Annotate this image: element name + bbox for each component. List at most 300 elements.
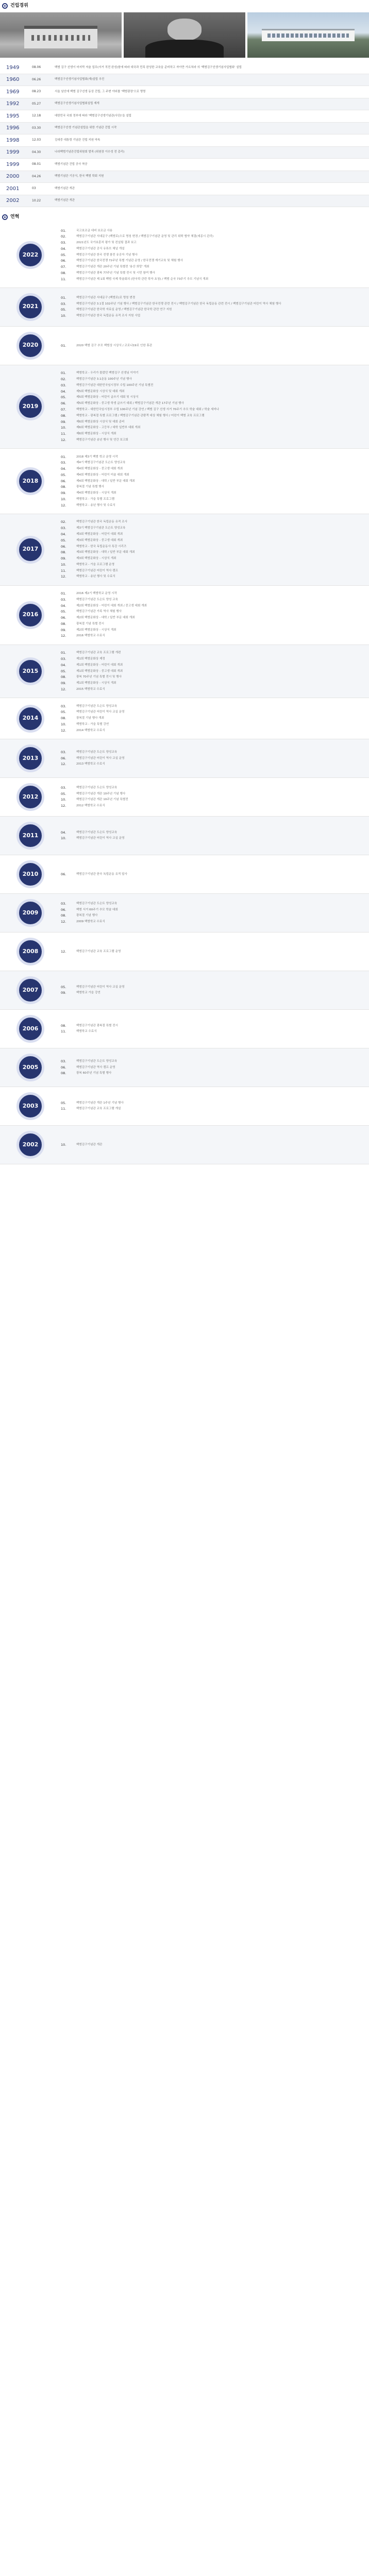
year-column bbox=[0, 744, 61, 772]
entry-text: 백범학교 - 우리가 몰랐던 백범김구 선생님 이야기 bbox=[76, 371, 139, 375]
entry-text: 제6회 백범문화상 - 시상식 개최 bbox=[76, 432, 116, 436]
entry-text: 제1회 백범문화상 - 중고생 대회 개최 bbox=[76, 669, 123, 673]
entry-text: 백범김구기념관 한국 전쟁 참전 유공자 기념 행사 bbox=[76, 253, 138, 257]
entry-month: 10. bbox=[61, 426, 66, 430]
entry-month: 03. bbox=[61, 383, 66, 387]
history-row bbox=[0, 86, 369, 98]
entry-text: 백범김구기념관 서대문구 (백범로)로 명칭 변경 bbox=[76, 296, 136, 299]
entry-row bbox=[61, 1071, 364, 1077]
history-date: 04.30 bbox=[32, 150, 41, 154]
entry-month: 08. bbox=[61, 1071, 66, 1076]
entry-month: 01. bbox=[61, 371, 66, 376]
entry-month: 09. bbox=[61, 628, 66, 632]
entry-month: 12. bbox=[61, 728, 66, 733]
entry-row bbox=[61, 871, 364, 877]
year-column bbox=[0, 332, 61, 360]
year-column bbox=[0, 1092, 61, 1120]
entry-text: 백범김구기념관 3.1운동 100주년 기념 행사 bbox=[76, 378, 132, 381]
history-year: 1999 bbox=[6, 149, 20, 155]
entry-text: 백범김구기념관 역사 캠프 운영 bbox=[76, 1065, 115, 1069]
entry-month: 10. bbox=[61, 722, 66, 726]
circle-bullet-icon bbox=[2, 3, 8, 9]
year-entries bbox=[61, 1015, 369, 1043]
year-badge: 2008 bbox=[16, 938, 44, 965]
year-entries bbox=[61, 938, 369, 965]
entry-month: 04. bbox=[61, 603, 66, 608]
entry-text: 백범김구기념관 도슨트 양성교육 bbox=[76, 750, 118, 754]
entry-text: 제2회 백범문화상 - 어린이 대회 개최 / 중고생 대회 개최 bbox=[76, 604, 147, 607]
entry-text: 백범김구기념관 한국 독립운동 유적 답사 bbox=[76, 872, 127, 876]
year-entries bbox=[61, 1054, 369, 1081]
history-date: 05.27 bbox=[32, 101, 41, 106]
entry-month: 09. bbox=[61, 419, 66, 424]
entry-text: 제3회 백범문화상 - 중고생 대회 개최 bbox=[76, 538, 123, 542]
entry-text: 백범학교 - 광복절 특별 프로그램 / 백범김구기념관 관람객 대상 체험 행사 / 어린이 백범 교육 프로그램 bbox=[76, 414, 205, 417]
entry-row bbox=[61, 544, 364, 550]
section-header-founding bbox=[0, 0, 369, 11]
entry-month: 01. bbox=[61, 228, 66, 233]
entry-row bbox=[61, 568, 364, 574]
entry-row bbox=[61, 919, 364, 925]
entry-month: 03. bbox=[61, 785, 66, 790]
year-badge: 2015 bbox=[16, 657, 44, 685]
entry-month: 06. bbox=[61, 479, 66, 483]
entry-month: 01. bbox=[61, 454, 66, 459]
entry-row bbox=[61, 633, 364, 639]
entry-month: 11. bbox=[61, 1029, 66, 1034]
entry-text: 제2회 백범문화상 - 시상식 개최 bbox=[76, 628, 116, 632]
history-year: 1992 bbox=[6, 101, 20, 107]
entry-month: 05. bbox=[61, 710, 66, 715]
entry-text: 2020 백범 김구 추모 백범상 시상식 / 코로나19로 인한 휴관 bbox=[76, 344, 153, 347]
history-date: 08.23 bbox=[32, 90, 41, 94]
entry-month: 11. bbox=[61, 568, 66, 573]
entry-month: 08. bbox=[61, 675, 66, 680]
year-entries bbox=[61, 822, 369, 850]
year-column bbox=[0, 899, 61, 927]
history-year: 1949 bbox=[6, 64, 20, 71]
entry-text: 백범김구기념관 어린이 역사 교실 운영 bbox=[76, 710, 125, 714]
year-entries bbox=[61, 454, 369, 509]
entry-row bbox=[61, 836, 364, 842]
year-section bbox=[0, 288, 369, 327]
year-entries bbox=[61, 293, 369, 321]
entry-row bbox=[61, 519, 364, 526]
year-column bbox=[0, 1131, 61, 1159]
entry-row bbox=[61, 484, 364, 490]
entry-text: 백범김구기념관 3.1절 102주년 기념 행사 / 백범김구기념관 한국전쟁 관련 전시 / 백범김구기념관 한국 독립운동 관련 전시 / 백범김구기념관 어린이 역사 체험 행사 bbox=[76, 302, 281, 306]
entry-row bbox=[61, 907, 364, 913]
entry-month: 01. bbox=[61, 295, 66, 300]
entry-row bbox=[61, 797, 364, 803]
entry-row bbox=[61, 526, 364, 532]
entry-month: 11. bbox=[61, 432, 66, 436]
entry-row bbox=[61, 761, 364, 768]
entry-month: 03. bbox=[61, 526, 66, 531]
entry-text: 백범학교 - 가을 특별 프로그램 bbox=[76, 497, 114, 501]
entry-month: 01. bbox=[61, 651, 66, 655]
entry-row bbox=[61, 556, 364, 562]
annals-list bbox=[0, 223, 369, 1164]
entry-row bbox=[61, 258, 364, 264]
entry-text: 광복절 기념 특별 전시 bbox=[76, 622, 104, 625]
year-badge: 2010 bbox=[16, 860, 44, 888]
history-text: 백범김구선생기념사업협회설립 재개 bbox=[55, 102, 99, 106]
entry-text: 백범학교 - 한국 독립운동사 특강 시리즈 bbox=[76, 545, 127, 548]
entry-text: 백범김구기념관 한국전쟁 72주년 특별 기념관 운영 / 한국전쟁 계기교육 및 체험 행사 bbox=[76, 259, 183, 263]
year-column bbox=[0, 976, 61, 1004]
entry-row bbox=[61, 437, 364, 443]
entry-row bbox=[61, 295, 364, 301]
year-section bbox=[0, 645, 369, 698]
entry-month: 03. bbox=[61, 241, 66, 245]
year-column bbox=[0, 938, 61, 965]
year-section bbox=[0, 365, 369, 449]
year-badge: 2007 bbox=[16, 976, 44, 1004]
entry-month: 12. bbox=[61, 804, 66, 808]
entry-month: 06. bbox=[61, 907, 66, 912]
entry-text: 백범학교 - 가을 특별 강연 bbox=[76, 722, 109, 726]
entry-row bbox=[61, 650, 364, 656]
entry-row bbox=[61, 532, 364, 538]
entry-month: 03. bbox=[61, 704, 66, 708]
history-date: 10.22 bbox=[32, 198, 41, 202]
history-row bbox=[0, 98, 369, 111]
entry-month: 08. bbox=[61, 550, 66, 555]
entry-text: 백범김구기념관 한국 독립운동 유적 조사 지원 사업 bbox=[76, 314, 141, 318]
entry-month: 10. bbox=[61, 798, 66, 802]
entry-row bbox=[61, 1106, 364, 1112]
entry-text: 제1회 백범문화상 - 어린이 대회 개최 bbox=[76, 663, 123, 667]
history-row bbox=[0, 159, 369, 171]
entry-text: 제3회 백범문화상 - 어린이 대회 개최 bbox=[76, 533, 123, 536]
entry-month: 05. bbox=[61, 472, 66, 477]
year-badge: 2016 bbox=[16, 601, 44, 629]
entry-text: 국고보조금 대비 보조금 사용 bbox=[76, 229, 113, 232]
entry-row bbox=[61, 406, 364, 413]
entry-row bbox=[61, 574, 364, 580]
year-section bbox=[0, 449, 369, 514]
entry-text: 백범김구기념관 어린이 역사 교실 운영 bbox=[76, 985, 125, 989]
entry-text: 제1회 백범문화상 제정 bbox=[76, 657, 105, 661]
year-section bbox=[0, 698, 369, 739]
year-entries bbox=[61, 783, 369, 811]
entry-row bbox=[61, 454, 364, 460]
entry-row bbox=[61, 228, 364, 234]
entry-month: 12. bbox=[61, 687, 66, 691]
entry-month: 02. bbox=[61, 377, 66, 382]
entry-text: 백범김구기념관 대한민국임시정부 수립 100주년 기념 특별전 bbox=[76, 383, 154, 387]
section-header-annals bbox=[0, 211, 369, 223]
entry-month: 05. bbox=[61, 609, 66, 614]
year-entries bbox=[61, 860, 369, 888]
entry-text: 백범김구기념관 교육 프로그램 개설 bbox=[76, 1107, 121, 1111]
history-row bbox=[0, 183, 369, 195]
entry-row bbox=[61, 313, 364, 319]
year-column bbox=[0, 783, 61, 811]
entry-month: 06. bbox=[61, 259, 66, 263]
entry-row bbox=[61, 395, 364, 401]
entry-text: 백범김구기념관 도슨트 양성교육 bbox=[76, 786, 118, 789]
entry-text: 제5회 백범문화상 - 중고생 학생 글쓰기 대회 / 백범김구기념관 개관 17주년 기념 행사 bbox=[76, 402, 184, 405]
history-text: 백범김구선생기념사업협회(재)설립 추진 bbox=[55, 78, 105, 81]
entry-text: 제3회 백범문화상 - 대학 / 일반 부문 대회 개최 bbox=[76, 551, 135, 554]
year-badge: 2022 bbox=[16, 241, 44, 269]
year-badge: 2002 bbox=[16, 1131, 44, 1159]
entry-month: 03. bbox=[61, 1059, 66, 1063]
history-text: 백범 김구 선생이 마지막 저술 업무(서거 직전 완성)함에 따라 대국과 민족 완성한 교육을 준비하고 자아만 가르쳐라 의 '백범김구선생기념사업협회' 설립 bbox=[55, 65, 242, 69]
photo-strip bbox=[0, 12, 369, 58]
history-year: 2002 bbox=[6, 198, 20, 204]
year-badge: 2012 bbox=[16, 783, 44, 811]
entry-row bbox=[61, 234, 364, 240]
entry-text: 2021년도 국가보훈처 평가 및 컨설팅 결과 보고 bbox=[76, 241, 137, 245]
entry-row bbox=[61, 401, 364, 407]
entry-text: 백범김구기념관 개관 1주년 기념 행사 bbox=[76, 1101, 124, 1105]
entry-row bbox=[61, 721, 364, 727]
year-entries bbox=[61, 1092, 369, 1120]
year-section bbox=[0, 1048, 369, 1087]
year-badge: 2005 bbox=[16, 1054, 44, 1081]
entry-month: 04. bbox=[61, 830, 66, 835]
year-section bbox=[0, 1087, 369, 1126]
history-date: 12.18 bbox=[32, 114, 41, 118]
history-date: 03 bbox=[32, 187, 36, 191]
entry-text: 백범학교 - 송년 행사 및 수료식 bbox=[76, 503, 115, 507]
year-column bbox=[0, 454, 61, 509]
year-entries bbox=[61, 703, 369, 734]
year-badge: 2019 bbox=[16, 393, 44, 420]
entry-row bbox=[61, 466, 364, 472]
entry-text: 백범김구기념관 교육 프로그램 개편 bbox=[76, 651, 121, 655]
entry-text: 제4회 백범문화상 - 어린이 미술 대회 개최 bbox=[76, 473, 129, 477]
entry-month: 01. bbox=[61, 343, 66, 348]
entry-row bbox=[61, 1142, 364, 1148]
entry-month: 05. bbox=[61, 791, 66, 796]
entry-row bbox=[61, 609, 364, 615]
entry-text: 제6회 백범문화상 - 고등부 / 대학 일반부 대회 개최 bbox=[76, 426, 141, 430]
entry-row bbox=[61, 478, 364, 484]
year-column bbox=[0, 370, 61, 443]
year-badge: 2014 bbox=[16, 705, 44, 733]
entry-row bbox=[61, 709, 364, 716]
entry-text: 광복절 기념 특별 행사 bbox=[76, 485, 104, 489]
entry-row bbox=[61, 537, 364, 544]
entry-row bbox=[61, 252, 364, 258]
entry-text: 백범김구기념관 개관 bbox=[76, 1143, 103, 1146]
year-entries bbox=[61, 1131, 369, 1159]
entry-row bbox=[61, 686, 364, 692]
entry-row bbox=[61, 984, 364, 990]
entry-text: 백범김구기념관 한국학 자료실 운영 / 백범김구기념관 한국학 관련 연구 지원 bbox=[76, 308, 172, 312]
year-entries bbox=[61, 744, 369, 772]
entry-text: 광복 70주년 기념 특별 전시 및 행사 bbox=[76, 675, 122, 679]
history-row bbox=[0, 110, 369, 123]
entry-month: 12. bbox=[61, 634, 66, 638]
entry-month: 08. bbox=[61, 485, 66, 489]
history-year: 2001 bbox=[6, 185, 20, 192]
entry-row bbox=[61, 716, 364, 722]
history-row bbox=[0, 74, 369, 87]
entry-text: 백범김구기념관 개관 10주년 기념 특별전 bbox=[76, 798, 128, 802]
year-entries bbox=[61, 591, 369, 639]
entry-month: 10. bbox=[61, 836, 66, 841]
entry-row bbox=[61, 597, 364, 603]
entry-month: 09. bbox=[61, 556, 66, 561]
entry-row bbox=[61, 703, 364, 709]
year-column bbox=[0, 1015, 61, 1043]
history-date: 03.30 bbox=[32, 126, 41, 130]
entry-text: 백범김구기념관 도슨트 양성교육 bbox=[76, 1059, 118, 1063]
year-badge: 2020 bbox=[16, 332, 44, 360]
entry-text: 제4회 백범문화상 - 대학 / 일반 부문 대회 개최 bbox=[76, 479, 135, 483]
entry-row bbox=[61, 370, 364, 377]
entry-text: 제4회 백범문화상 - 시상식 개최 bbox=[76, 492, 116, 495]
entry-text: 제5회 백범문화상 - 어린이 글쓰기 대회 및 시상식 bbox=[76, 396, 139, 399]
year-badge: 2013 bbox=[16, 744, 44, 772]
entry-month: 06. bbox=[61, 544, 66, 549]
entry-text: 백범학교 - 대한민국임시정부 수립 100주년 기념 강연 / 백범 김구 선생 서거 70주기 추모 학술 대회 / 학술 세미나 bbox=[76, 408, 220, 411]
entry-row bbox=[61, 240, 364, 246]
entry-row bbox=[61, 901, 364, 907]
entry-text: 백범김구기념관 개관 10주년 기념 행사 bbox=[76, 792, 126, 795]
history-text: 서울 남산에 백범 김구선생 동상 건립, 그 주변 야외를 '백범광장'으로 명명 bbox=[55, 90, 146, 93]
entry-month: 10. bbox=[61, 562, 66, 567]
entry-month: 12. bbox=[61, 949, 66, 954]
entry-row bbox=[61, 550, 364, 556]
entry-row bbox=[61, 1023, 364, 1029]
history-row bbox=[0, 62, 369, 74]
history-year: 2000 bbox=[6, 174, 20, 179]
year-section bbox=[0, 778, 369, 817]
year-column bbox=[0, 822, 61, 850]
entry-row bbox=[61, 562, 364, 568]
history-row bbox=[0, 123, 369, 135]
history-year: 1960 bbox=[6, 77, 20, 82]
entry-month: 09. bbox=[61, 681, 66, 686]
entry-text: 백범김구기념관 가족 역사 체험 행사 bbox=[76, 610, 122, 614]
year-badge: 2009 bbox=[16, 899, 44, 927]
entry-text: 광복절 기념 행사 개최 bbox=[76, 717, 104, 720]
entry-text: 백범학교 가을 강연 bbox=[76, 991, 100, 995]
entry-month: 11. bbox=[61, 277, 66, 281]
entry-text: 2016 제2기 백범학교 운영 시작 bbox=[76, 592, 117, 596]
year-column bbox=[0, 293, 61, 321]
entry-text: 백범김구기념관 송년 행사 및 연간 보고회 bbox=[76, 438, 128, 442]
entry-row bbox=[61, 1058, 364, 1064]
year-entries bbox=[61, 650, 369, 692]
entry-text: 백범김구기념관 한국 독립운동 유적 조사 bbox=[76, 520, 127, 524]
entry-row bbox=[61, 785, 364, 791]
entry-text: 백범김구기념관 서대문구 (백범로)으로 명칭 변경 / 백범김구기념관 운영 및 관리 위탁 협약 체결(세종시 관리) bbox=[76, 235, 214, 239]
entry-month: 08. bbox=[61, 716, 66, 721]
entry-row bbox=[61, 1100, 364, 1106]
entry-month: 05. bbox=[61, 1100, 66, 1105]
year-column bbox=[0, 860, 61, 888]
entry-row bbox=[61, 990, 364, 996]
entry-text: 제3회 백범문화상 - 시상식 개최 bbox=[76, 557, 116, 561]
entry-row bbox=[61, 621, 364, 627]
entry-month: 08. bbox=[61, 270, 66, 275]
entry-month: 03. bbox=[61, 301, 66, 306]
entry-text: 제4회 백범문화상 - 중고생 대회 개최 bbox=[76, 467, 123, 471]
history-text: 김대중 대통령 기념관 건립 지원 약속 bbox=[55, 138, 100, 142]
entry-row bbox=[61, 791, 364, 797]
entry-row bbox=[61, 382, 364, 388]
entry-row bbox=[61, 674, 364, 681]
entry-row bbox=[61, 656, 364, 663]
entry-row bbox=[61, 727, 364, 734]
entry-row bbox=[61, 419, 364, 425]
history-year: 1995 bbox=[6, 113, 20, 119]
entry-row bbox=[61, 425, 364, 431]
entry-month: 04. bbox=[61, 467, 66, 471]
entry-row bbox=[61, 472, 364, 478]
entry-text: 2012 백범학교 수료식 bbox=[76, 804, 105, 808]
entry-row bbox=[61, 490, 364, 497]
entry-month: 02. bbox=[61, 520, 66, 524]
year-badge: 2003 bbox=[16, 1092, 44, 1120]
year-column bbox=[0, 650, 61, 692]
entry-month: 06. bbox=[61, 401, 66, 406]
entry-row bbox=[61, 913, 364, 919]
year-section bbox=[0, 223, 369, 288]
entry-month: 04. bbox=[61, 532, 66, 536]
entry-row bbox=[61, 264, 364, 270]
entry-text: 백범김구기념관 도슨트 양성교육 bbox=[76, 704, 118, 708]
entry-row bbox=[61, 388, 364, 395]
year-entries bbox=[61, 899, 369, 927]
entry-text: 백범김구기념관 개관 20주년 기념 특별전 '용산 희망' 개최 bbox=[76, 265, 149, 269]
entry-month: 04. bbox=[61, 389, 66, 394]
memorial-hall-photo bbox=[247, 12, 369, 58]
history-row bbox=[0, 195, 369, 208]
entry-row bbox=[61, 307, 364, 313]
entry-text: 백범김구기념관 어린이 역사 캠프 bbox=[76, 569, 118, 572]
entry-row bbox=[61, 829, 364, 836]
history-text: 백범김구선생 기념관설립을 위한 기념관 건립 시작 bbox=[55, 126, 117, 130]
history-row bbox=[0, 171, 369, 183]
year-badge: 2006 bbox=[16, 1015, 44, 1043]
entry-month: 09. bbox=[61, 491, 66, 496]
year-badge: 2011 bbox=[16, 822, 44, 850]
entry-month: 05. bbox=[61, 308, 66, 312]
entry-text: 백범김구기념관 어린이 역사 교실 운영 bbox=[76, 756, 125, 760]
entry-month: 11. bbox=[61, 1107, 66, 1111]
entry-text: 백범김구기념관 제 1회 백범 국제 학술회의 (한국학 관련 학자 초청) / 백범 순국 73주기 추모 기념식 개최 bbox=[76, 277, 209, 281]
entry-text: 백범학교 수료식 bbox=[76, 1030, 97, 1033]
section-title: 연혁 bbox=[10, 214, 20, 219]
entry-month: 06. bbox=[61, 872, 66, 876]
history-text: 백범기념관 기공식, 한국 백범 학회 지원 bbox=[55, 175, 104, 178]
entry-text: 백범김구기념관 도슨트 양성교육 bbox=[76, 902, 118, 905]
year-badge: 2021 bbox=[16, 293, 44, 321]
entry-text: 광복 60주년 기념 특별 행사 bbox=[76, 1072, 112, 1075]
year-section bbox=[0, 894, 369, 933]
entry-row bbox=[61, 627, 364, 633]
entry-month: 05. bbox=[61, 395, 66, 400]
entry-text: 2013 백범학교 수료식 bbox=[76, 762, 105, 766]
history-text: 백범기념관 개관 bbox=[55, 187, 75, 190]
year-column bbox=[0, 1054, 61, 1081]
history-date: 04.26 bbox=[32, 174, 41, 178]
year-section bbox=[0, 586, 369, 645]
history-year: 1996 bbox=[6, 125, 20, 131]
entry-month: 12. bbox=[61, 574, 66, 579]
entry-row bbox=[61, 431, 364, 437]
year-entries bbox=[61, 519, 369, 580]
entry-month: 03. bbox=[61, 657, 66, 662]
